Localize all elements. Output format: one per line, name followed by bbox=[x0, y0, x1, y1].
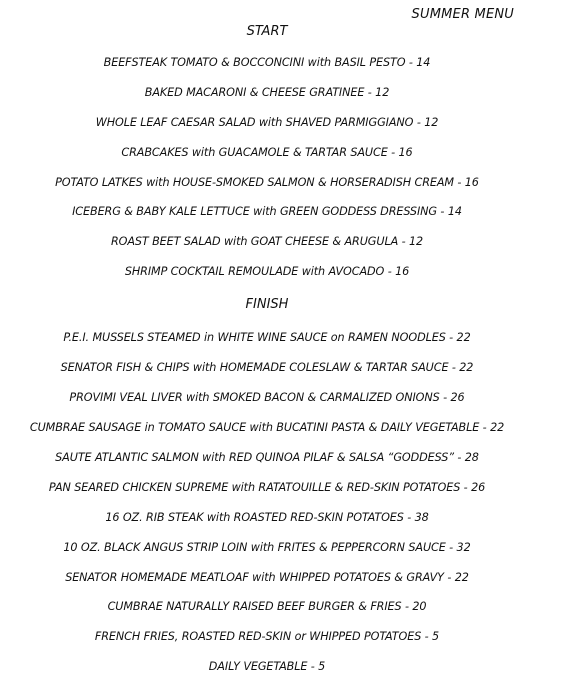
menu-item: 16 OZ. RIB STEAK with ROASTED RED-SKIN POTATOES - 38 bbox=[105, 511, 429, 524]
section-heading-start: START bbox=[246, 24, 288, 39]
menu-item: SAUTE ATLANTIC SALMON with RED QUINOA PILAF & SALSA “GODDESS” - 28 bbox=[55, 451, 479, 464]
menu-title: SUMMER MENU bbox=[411, 7, 514, 22]
menu-item: BEEFSTEAK TOMATO & BOCCONCINI with BASIL PESTO - 14 bbox=[103, 56, 431, 69]
menu-item: BAKED MACARONI & CHEESE GRATINEE - 12 bbox=[144, 86, 390, 99]
menu-item: WHOLE LEAF CAESAR SALAD with SHAVED PARMIGGIANO - 12 bbox=[95, 116, 439, 129]
menu-item: CUMBRAE NATURALLY RAISED BEEF BURGER & FRIES - 20 bbox=[107, 600, 427, 613]
menu-item: PAN SEARED CHICKEN SUPREME with RATATOUILLE & RED-SKIN POTATOES - 26 bbox=[48, 481, 486, 494]
menu-item: SENATOR FISH & CHIPS with HOMEMADE COLESLAW & TARTAR SAUCE - 22 bbox=[60, 361, 474, 374]
menu-item: CRABCAKES with GUACAMOLE & TARTAR SAUCE - 16 bbox=[121, 146, 413, 159]
menu-item: CUMBRAE SAUSAGE in TOMATO SAUCE with BUCATINI PASTA & DAILY VEGETABLE - 22 bbox=[29, 421, 505, 434]
menu-item: FRENCH FRIES, ROASTED RED-SKIN or WHIPPED POTATOES - 5 bbox=[94, 630, 440, 643]
section-heading-finish: FINISH bbox=[245, 297, 289, 312]
menu-item: 10 OZ. BLACK ANGUS STRIP LOIN with FRITES & PEPPERCORN SAUCE - 32 bbox=[63, 541, 471, 554]
menu-item: PROVIMI VEAL LIVER with SMOKED BACON & CARMALIZED ONIONS - 26 bbox=[69, 391, 465, 404]
menu-item: P.E.I. MUSSELS STEAMED in WHITE WINE SAUCE on RAMEN NOODLES - 22 bbox=[63, 331, 471, 344]
menu-item: POTATO LATKES with HOUSE-SMOKED SALMON & HORSERADISH CREAM - 16 bbox=[55, 176, 479, 189]
menu-item: ICEBERG & BABY KALE LETTUCE with GREEN GODDESS DRESSING - 14 bbox=[72, 205, 462, 218]
menu-item: ROAST BEET SALAD with GOAT CHEESE & ARUGULA - 12 bbox=[110, 235, 424, 248]
menu-item: DAILY VEGETABLE - 5 bbox=[208, 660, 326, 673]
menu-item: SENATOR HOMEMADE MEATLOAF with WHIPPED POTATOES & GRAVY - 22 bbox=[65, 571, 469, 584]
menu-item: SHRIMP COCKTAIL REMOULADE with AVOCADO - 16 bbox=[124, 265, 410, 278]
